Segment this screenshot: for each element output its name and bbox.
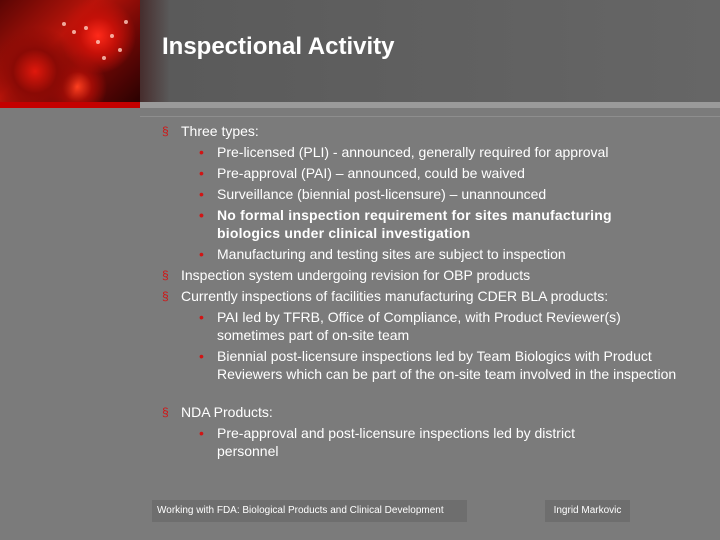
- square-bullet-icon: §: [162, 289, 169, 303]
- dot-bullet-icon: •: [199, 425, 204, 441]
- square-bullet-icon: §: [162, 268, 169, 282]
- sub-bullet-text: No formal inspection requirement for sites manufacturing biologics under clinical investigation: [217, 207, 612, 241]
- bullet-item: [162, 287, 609, 305]
- sub-bullet-text: Pre-approval (PAI) – announced, could be waived: [217, 165, 525, 181]
- sub-bullet-item: [199, 347, 687, 383]
- sub-bullet-text: Pre-approval and post-licensure inspections led by district personnel: [217, 425, 575, 459]
- slide-title: Inspectional Activity: [162, 33, 395, 60]
- dot-bullet-icon: •: [199, 207, 205, 223]
- sub-bullet-text: Manufacturing and testing sites are subject to inspection: [217, 246, 566, 262]
- square-bullet-icon: §: [162, 124, 169, 138]
- bullet-item: [162, 403, 273, 421]
- sub-bullet-item: [199, 424, 637, 460]
- footer-presentation-title: Working with FDA: Biological Products and Clinical Development: [152, 500, 467, 522]
- sub-bullet-item: [199, 185, 697, 203]
- bullet-text: Currently inspections of facilities manufacturing CDER BLA products:: [181, 288, 609, 304]
- gray-divider: [140, 102, 720, 108]
- bullet-item: [162, 266, 531, 284]
- sub-bullet-text: Pre-licensed (PLI) - announced, generally required for approval: [217, 144, 609, 160]
- dot-bullet-icon: •: [199, 348, 204, 364]
- red-divider: [0, 102, 140, 108]
- bullet-text: NDA Products:: [181, 404, 273, 420]
- dot-bullet-icon: •: [199, 186, 204, 202]
- sub-bullet-item: [199, 308, 687, 344]
- sub-bullet-item: [199, 143, 697, 161]
- dot-bullet-icon: •: [199, 309, 204, 325]
- thin-divider: [140, 116, 720, 117]
- bullet-text: Three types:: [181, 123, 259, 139]
- sub-bullet-item: [199, 245, 697, 263]
- dot-bullet-icon: •: [199, 144, 204, 160]
- dot-bullet-icon: •: [199, 165, 204, 181]
- sub-bullet-text: Biennial post-licensure inspections led by Team Biologics with Product Reviewers which can be part of the on-site team involved in the inspection: [217, 348, 677, 382]
- bullet-text: Inspection system undergoing revision for OBP products: [181, 267, 531, 283]
- sub-bullet-item: [199, 164, 697, 182]
- header-photo-image: [0, 0, 140, 102]
- sub-bullet-text: PAI led by TFRB, Office of Compliance, with Product Reviewer(s) sometimes part of on-site team: [217, 309, 621, 343]
- sub-bullet-item: [199, 206, 672, 242]
- dot-bullet-icon: •: [199, 246, 204, 262]
- footer-presenter-name: Ingrid Markovic: [545, 500, 630, 522]
- sub-bullet-text: Surveillance (biennial post-licensure) – unannounced: [217, 186, 547, 202]
- header-band: [0, 0, 720, 102]
- square-bullet-icon: §: [162, 405, 169, 419]
- bullet-item: [162, 122, 259, 140]
